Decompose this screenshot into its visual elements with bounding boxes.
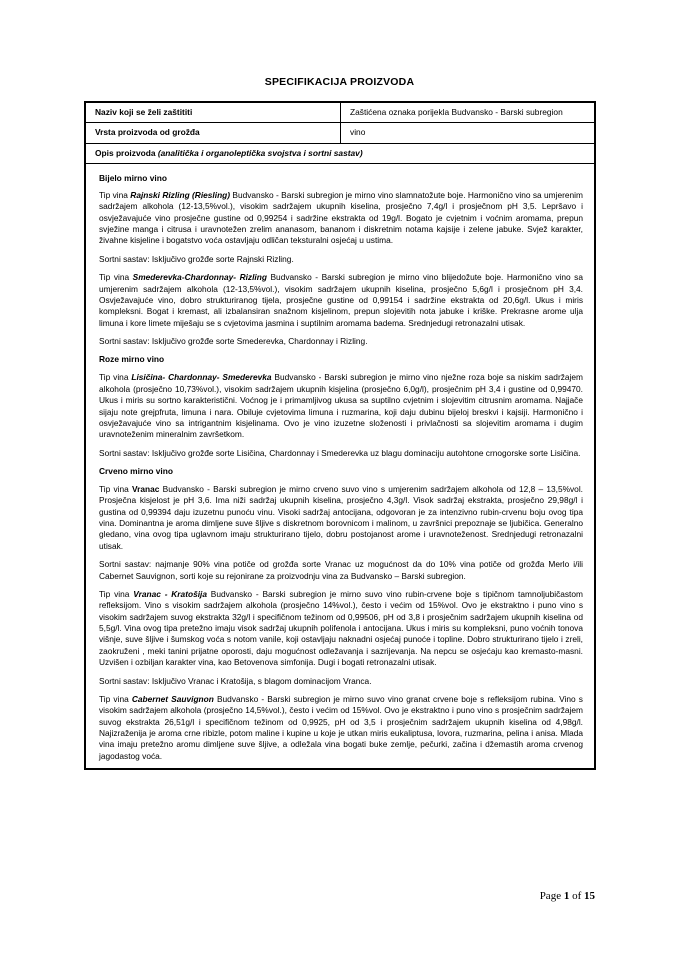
description-header-cell <box>86 143 595 163</box>
paragraph <box>99 272 585 329</box>
paragraph <box>99 676 585 687</box>
paragraph <box>99 484 585 552</box>
paragraph <box>99 694 585 762</box>
paragraph <box>99 372 585 440</box>
table-row <box>86 143 595 163</box>
description-header-bold: Opis proizvoda <box>95 147 158 158</box>
paragraph <box>99 448 585 459</box>
paragraph-text: Sortni sastav: Isključivo grožđe sorte Lisičina, Chardonnay i Smederevka uz blagu dominaciju autohtone crnogorske sorte Lisičina. <box>99 447 581 458</box>
paragraph-text: Budvansko - Barski subregion je mirno vino blijedožute boje. Harmonično vino sa umjerenim sadržajem alkohola (12-13,5%vol.), visokim sadržajem ukupnih kiselina, prosječno 5,6g/l i prosječnom pH 3,4. Osvježavajuće vino, dobro strukturiranog tijela, prosječne gustine od 0,99154 i sadržine ekstrakta od 20,6g/l. Ukus i miris kompleksni. Bogat i kremast, ali izbalansiran snažnom kisjelinom, prepun slojevitih nota jabuke i kriške. Prekrasne arome ulja limuna i kore limete miješaju se s cvjetovima jasmina i suptilnim aromama badema. Srednjedugi retronazalni utisak. <box>99 272 583 328</box>
paragraph-prefix: Tip vina <box>99 588 134 599</box>
paragraph <box>99 559 585 582</box>
section-heading-red-wine: Crveno mirno vino <box>99 466 173 476</box>
paragraph-prefix: Tip vina <box>99 372 132 383</box>
table-row <box>86 123 595 143</box>
footer-current-page: 1 <box>563 890 570 902</box>
paragraph-emphasis: Vranac - Kratošija <box>133 588 207 599</box>
paragraph <box>99 336 585 347</box>
paragraph <box>99 190 585 247</box>
specification-table <box>84 101 596 770</box>
paragraph <box>99 589 585 669</box>
page-footer <box>0 890 679 902</box>
paragraph <box>99 254 585 265</box>
paragraph-emphasis: Cabernet Sauvignon <box>131 693 214 704</box>
paragraph-text: Sortni sastav: Isključivo grožđe sorte Rajnski Rizling. <box>99 253 294 264</box>
paragraph-prefix: Tip vina <box>99 272 133 283</box>
paragraph-emphasis: Lisičina- Chardonnay- Smederevka <box>131 372 272 383</box>
paragraph-prefix: Tip vina <box>99 693 132 704</box>
field-value-name: Zaštićena oznaka porijekla Budvansko - Barski subregion <box>341 103 595 123</box>
paragraph-text: Sortni sastav: Isključivo Vranac i Kratošija, s blagom dominacijom Vranca. <box>99 675 372 686</box>
table-row <box>86 103 595 123</box>
section-heading-white-wine: Bijelo mirno vino <box>99 173 167 184</box>
section-heading-rose-wine: Roze mirno vino <box>99 354 165 365</box>
paragraph-text: Budvansko - Barski subregion je mirno crveno suvo vino s umjerenim sadržajem alkohola od 12,8 – 13,5%vol. Prosječna kisjelost je pH 3,6. Ima niži sadržaj ukupnih kiselina, prosječno 4,3g/l. Visok sadržaj ekstrakta, prosječno 29,98g/l i gustina od 0,99394 daju izuzetnu punoću vinu. Visoki sadržaj antocijana, odgovoran je za intenzivno rubin-crvenu boju ovog tipa vina. Dominantna je aroma dimljene suve šljive s diskretnom borovnicom i malinom, u završnici prepoznaje se ljubičica. Generalno gledano, vina ovog tipa uglavnom imaju strukturirano tijelo, dobru postojanost arome i uravnoteženost. Srednjedugi retronazalni utisak. <box>99 483 583 551</box>
paragraph-text: Budvansko - Barski subregion je mirno suvo vino granat crvene boje s refleksijom rubina. Vino s visokim sadržajem alkohola (prosječno 14,5%vol.), često i većim od 15%vol. Ovo je ekstraktno i puno vino s prosječnim sadržajem suvog ekstrakta 26,51g/l i specifičnom težinom od 0,9925, pH od 3,5 i prosječnim sadržajem ukupnih kiselina od 4,98g/l. Najizraženija je aroma crne ribizle, potom maline i kupine u koje je utkan miris eukaliptusa, lovora, ruzmarina, pelina i anisa. Mlada vina imaju pretežno aromu dimljene suve šljive, a odležala vina bogati buke zemlje, pečurki, začina i džemastih aroma crvenog jagodastog voća. <box>99 693 583 761</box>
paragraph-prefix: Tip vina <box>99 483 133 494</box>
paragraph-emphasis: Smederevka-Chardonnay- Rizling <box>132 272 267 283</box>
field-label-product-type: Vrsta proizvoda od grožđa <box>86 123 341 143</box>
paragraph-text: Budvansko - Barski subregion je mirno suvo vino rubin-crvene boje s tipičnom tamnoljubičastom refleksijom. Vino s visokim sadržajem alkohola (prosječno 14%vol.), često i većim od 15%vol. Ovo je ekstraktno i puno vino s visokim sadržajem suvog ekstrakta 32g/l i specifičnom težinom od 0,99506, pH od 3,8 i prosječnim sadržajem ukupnih kiselina od 5,5g/l. Vina ovog tipa pretežno imaju visok sadržaj ukupnih polifenola i antocijana. Ukus i miris su kompleksni, puno voćnih tonova višnje, suve šljive i šumskog voća s notom vanile, koji ostavljaju naknadni osjećaj punoće i topline. Dobro strukturirano tijelo i zreli, zaokruženi , meki tanini prijatne oporosti, daju mogućnost odležavanja i sazrijevanja. Na nepcu se osjećaju kao kremasto-masni. Uzvišen i ozbiljan karakter vina, kao Betovenova simfonija. Dugi i bogati retronazalni utisak. <box>99 588 583 668</box>
footer-prefix: Page <box>539 890 564 902</box>
field-label-name: Naziv koji se želi zaštititi <box>86 103 341 123</box>
paragraph-text: Budvansko - Barski subregion je mirno vino nježne roza boje sa niskim sadržajem alkohola (prosječno 10,73%vol.), visokim sadržajem ukupnih kisjelina (prosječno 6,0g/l), prosječnim pH 3,4 i gustine od 0,99470. Ukus i miris su sortno karakteristični. Voćnog je i primamljivog ukusa sa suptilno cvjetnim i slojevitim citrusnim aromama. Najjače sijaju note grejpfruta, limuna i nara. Obiluje cvjetovima limuna i ruzmarina, koji daju dubinu bijeloj breskvi i kajsiji. Harmonično i osvježavajuće vino sa intrigantnim kisjelinama. Ovo je vino izuzetne složenosti i privlačnosti sa slojevitim aromama i dugim uravnoteženim mineralnim završetkom. <box>99 372 583 440</box>
field-value-product-type: vino <box>341 123 595 143</box>
table-row <box>86 164 595 769</box>
paragraph-emphasis: Rajnski Rizling (Riesling) <box>130 189 231 200</box>
footer-middle: of <box>569 890 584 902</box>
description-body-cell <box>86 164 595 769</box>
paragraph-emphasis: Vranac <box>132 483 160 494</box>
paragraph-prefix: Tip vina <box>99 189 131 200</box>
paragraph-text: Sortni sastav: najmanje 90% vina potiče od grožđa sorte Vranac uz mogućnost da do 10% vina potiče od grožđa Merlo i/ili Cabernet Sauvignon, sorti koje su rejonirane za proizvodnju vina za Budvansko – Barski subregion. <box>99 559 583 581</box>
page-title: SPECIFIKACIJA PROIZVODA <box>264 76 415 88</box>
footer-total-pages: 15 <box>584 890 595 902</box>
paragraph-text: Sortni sastav: Isključivo grožđe sorte Smederevka, Chardonnay i Rizling. <box>99 336 368 347</box>
paragraph-text: Budvansko - Barski subregion je mirno vino slamnatožute boje. Harmonično vino sa umjerenim sadržajem alkohola (12-13,5%vol.), visokim sadržajem ukupnih kiselina, prosječno 7,4g/l i prosječnom pH 3,5. Lepršavo i osvježavajuće vino prosječne gustine od 0,99254 i sadržine ekstrakta od 19g/l. Bogato je cvjetnim i voćnim aromama, prepun svježine manga i citrusa i uravnotežen zrelim ananasom, bananom i diskretnim notama kajsije i zelene jabuke. Svjež karakter, živahne kisjeline i bogatstvo voća ostavljaju odličan teksturalni osjećaj u ustima. <box>99 189 583 246</box>
description-header-italic: (analitička i organoleptička svojstva i sortni sastav) <box>157 147 363 158</box>
